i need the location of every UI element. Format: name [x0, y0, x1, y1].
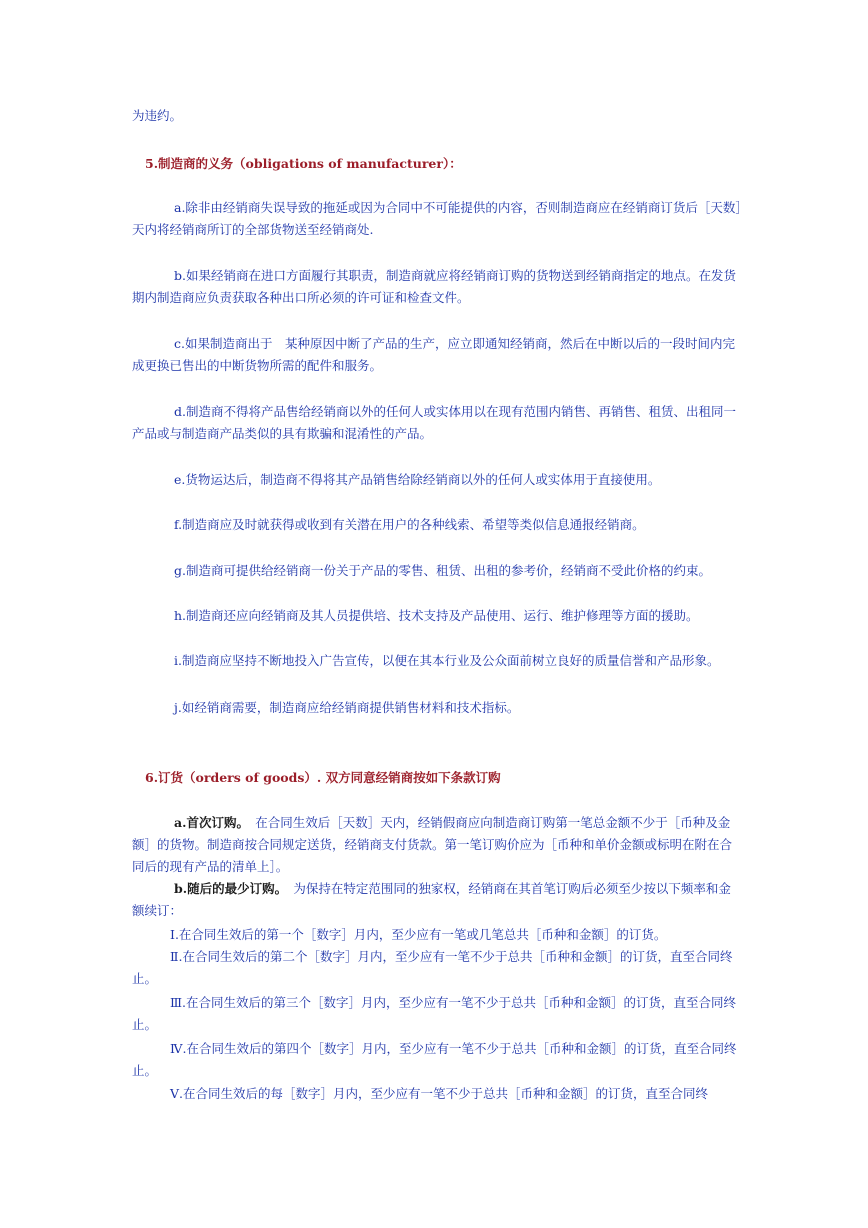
- section-5-item-d: [132, 401, 742, 445]
- sub-item-4-text: Ⅳ.在合同生效后的第四个［数字］月内，至少应有一笔不少于总共［币种和金额］的订货，直至合同终止。: [132, 1041, 737, 1078]
- section-5-heading: 5.制造商的义务（obligations of manufacturer）：: [145, 156, 462, 171]
- item-g-text: g.制造商可提供给经销商一份关于产品的零售、租赁、出租的参考价，经销商不受此价格的约束。: [174, 563, 711, 578]
- item-a-body: 在合同生效后［天数］天内，经销假商应向制造商订购第一笔总金额不少于［币种及金额］的货物。制造商按合同规定送货，经销商支付货款。第一笔订购价应为［币种和单价金额或标明在附在合同后的现有产品的清单上］。: [132, 815, 733, 874]
- section-5-item-f: [132, 514, 742, 536]
- sub-item-2-text: Ⅱ.在合同生效后的第二个［数字］月内，至少应有一笔不少于总共［币种和金额］的订货，直至合同终止。: [132, 949, 733, 986]
- section-5-item-i: [132, 650, 742, 672]
- item-h-text: h.制造商还应向经销商及其人员提供培、技术支持及产品使用、运行、维护修理等方面的援助。: [174, 608, 699, 623]
- section-6-item-a: [132, 812, 742, 878]
- section-5-item-j: [132, 697, 742, 719]
- item-b-lead: b.随后的最少订购。: [174, 881, 281, 896]
- item-b-body: 为保持在特定范围同的独家权，经销商在其首笔订购后必须至少按以下频率和金额续订：: [132, 881, 731, 918]
- sub-item-4: [132, 1038, 742, 1082]
- item-f-text: f.制造商应及时就获得或收到有关潜在用户的各种线索、希望等类似信息通报经销商。: [174, 517, 645, 532]
- section-5-item-a: [132, 197, 742, 241]
- item-b-text: b.如果经销商在进口方面履行其职责，制造商就应将经销商订购的货物送到经销商指定的地点。在发货期内制造商应负责获取各种出口所必须的许可证和检查文件。: [132, 268, 736, 305]
- sub-item-1-text: Ⅰ.在合同生效后的第一个［数字］月内，至少应有一笔或几笔总共［币种和金额］的订货。: [170, 927, 667, 942]
- item-a-text: a.除非由经销商失误导致的拖延或因为合同中不可能提供的内容，否则制造商应在经销商订货后［天数］天内将经销商所订的全部货物送至经销商处.: [132, 200, 742, 237]
- sub-item-2: [132, 946, 742, 990]
- item-a-lead: a.首次订购。: [174, 815, 243, 830]
- section-6-heading: 6.订货（orders of goods）. 双方同意经销商按如下条款订购: [145, 770, 501, 785]
- sub-item-3: [132, 992, 742, 1036]
- sub-item-3-text: Ⅲ.在合同生效后的第三个［数字］月内，至少应有一笔不少于总共［币种和金额］的订货，直至合同终止。: [132, 995, 737, 1032]
- section-5-item-c: [132, 333, 742, 377]
- sub-item-1: [132, 924, 742, 946]
- section-5-item-g: [132, 560, 742, 582]
- section-5-item-b: [132, 265, 742, 309]
- item-c-text: c.如果制造商出于 某种原因中断了产品的生产，应立即通知经销商，然后在中断以后的一段时间内完成更换已售出的中断货物所需的配件和服务。: [132, 336, 735, 373]
- item-i-text: i.制造商应坚持不断地投入广告宣传，以便在其本行业及公众面前树立良好的质量信誉和产品形象。: [174, 653, 720, 668]
- item-d-text: d.制造商不得将产品售给经销商以外的任何人或实体用以在现有范围内销售、再销售、租赁、出租同一产品或与制造商产品类似的具有欺骗和混淆性的产品。: [132, 404, 736, 441]
- item-e-text: e.货物运达后，制造商不得将其产品销售给除经销商以外的任何人或实体用于直接使用。: [174, 472, 661, 487]
- sub-item-5-text: Ⅴ.在合同生效后的每［数字］月内，至少应有一笔不少于总共［币种和金额］的订货，直至合同终: [170, 1086, 709, 1101]
- item-j-text: j.如经销商需要，制造商应给经销商提供销售材料和技术指标。: [174, 700, 520, 715]
- top-line: 为违约。: [132, 108, 183, 123]
- section-5-item-e: [132, 469, 742, 491]
- section-5-item-h: [132, 605, 742, 627]
- section-6-item-b: [132, 878, 742, 922]
- sub-item-5: [132, 1083, 742, 1105]
